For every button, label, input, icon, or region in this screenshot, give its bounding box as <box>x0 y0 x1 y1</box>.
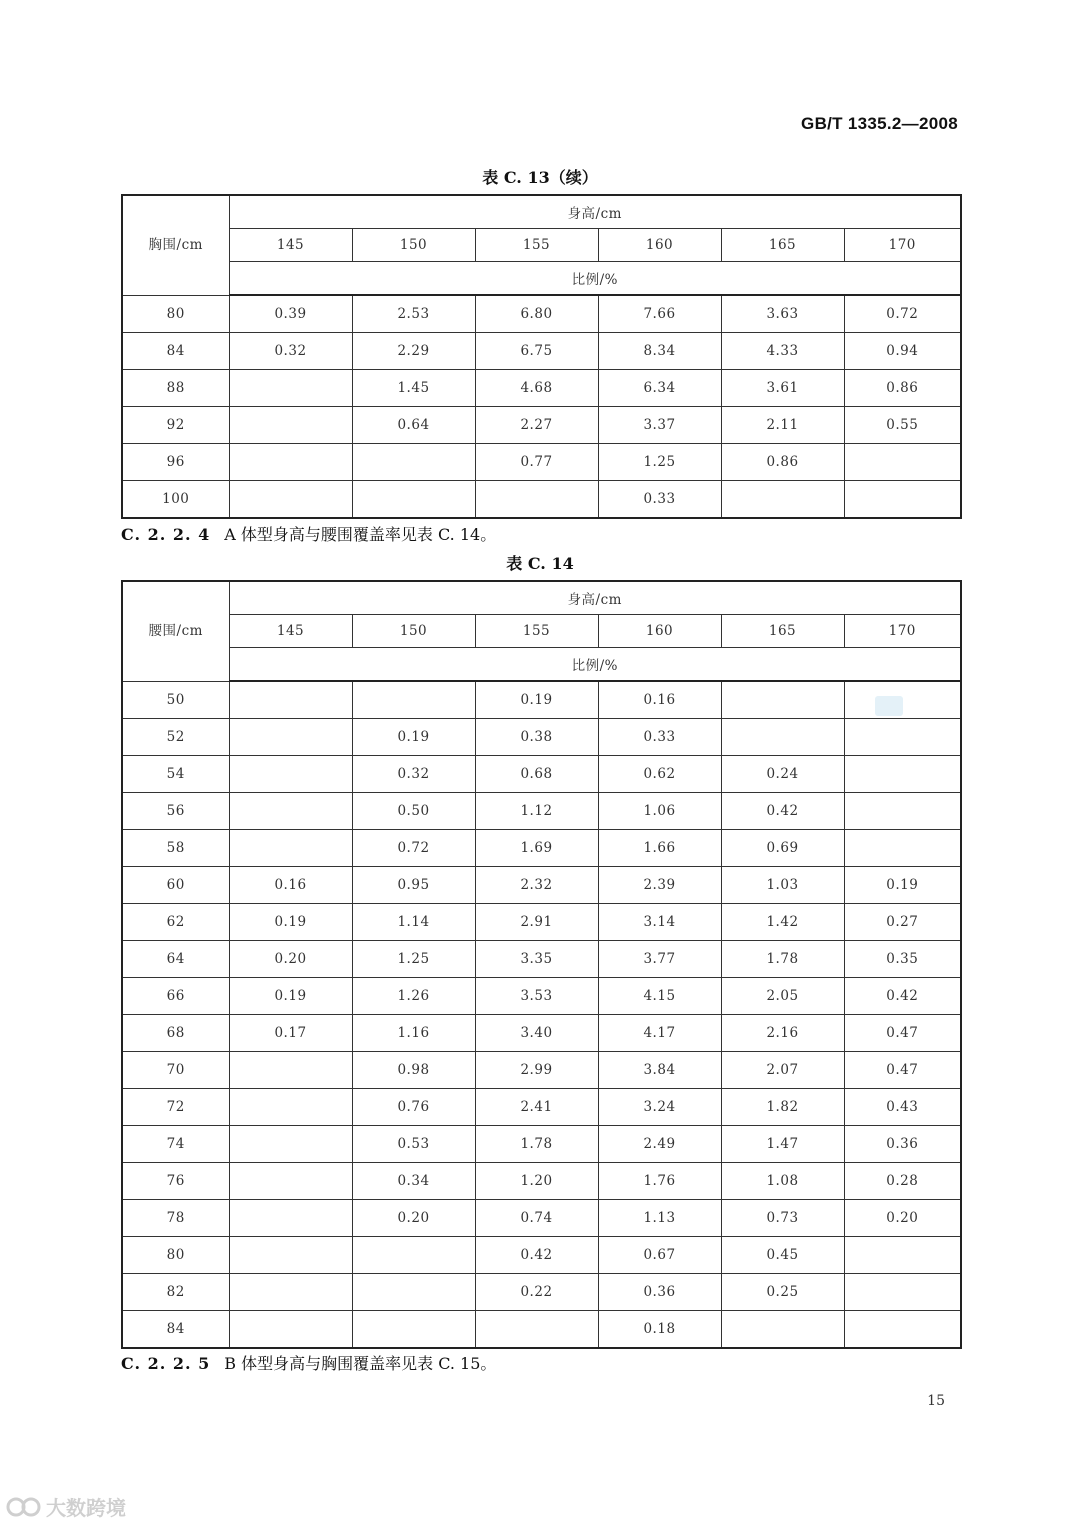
table-cell <box>844 1311 961 1349</box>
row-header: 80 <box>122 295 229 333</box>
column-header: 160 <box>598 615 721 648</box>
table-cell <box>721 481 844 519</box>
column-header: 165 <box>721 229 844 262</box>
table-cell: 2.27 <box>475 407 598 444</box>
column-header: 160 <box>598 229 721 262</box>
table-cell: 0.94 <box>844 333 961 370</box>
column-header: 150 <box>352 615 475 648</box>
table-cell <box>721 681 844 719</box>
row-header: 80 <box>122 1237 229 1274</box>
table-cell: 1.78 <box>475 1126 598 1163</box>
table-cell: 0.33 <box>598 481 721 519</box>
row-header: 70 <box>122 1052 229 1089</box>
table-cell: 0.42 <box>721 793 844 830</box>
row-header: 84 <box>122 1311 229 1349</box>
table-row <box>122 830 961 867</box>
table-cell: 0.47 <box>844 1052 961 1089</box>
standard-number: GB/T 1335.2—2008 <box>801 114 958 133</box>
table-cell: 1.03 <box>721 867 844 904</box>
table-cell: 0.42 <box>475 1237 598 1274</box>
row-header: 50 <box>122 681 229 719</box>
table-cell: 6.34 <box>598 370 721 407</box>
table-cell: 1.12 <box>475 793 598 830</box>
table-cell: 0.20 <box>844 1200 961 1237</box>
table-cell: 1.42 <box>721 904 844 941</box>
table-cell <box>352 681 475 719</box>
table-cell: 0.72 <box>352 830 475 867</box>
table-cell: 1.78 <box>721 941 844 978</box>
table-cell: 1.45 <box>352 370 475 407</box>
logo-icon <box>6 1496 42 1518</box>
watermark <box>6 1492 126 1521</box>
table-cell: 0.35 <box>844 941 961 978</box>
table-cell <box>229 1200 352 1237</box>
table-cell <box>844 1237 961 1274</box>
row-header: 64 <box>122 941 229 978</box>
table-cell: 3.37 <box>598 407 721 444</box>
table-cell: 8.34 <box>598 333 721 370</box>
table-cell: 6.80 <box>475 295 598 333</box>
table-cell: 0.45 <box>721 1237 844 1274</box>
table-cell: 0.95 <box>352 867 475 904</box>
table-cell: 0.17 <box>229 1015 352 1052</box>
table-cell: 0.86 <box>721 444 844 481</box>
table-row <box>122 793 961 830</box>
table-cell: 1.14 <box>352 904 475 941</box>
row-header: 76 <box>122 1163 229 1200</box>
table-cell <box>844 481 961 519</box>
table-cell: 0.22 <box>475 1274 598 1311</box>
table-cell: 0.19 <box>229 904 352 941</box>
table-cell: 1.26 <box>352 978 475 1015</box>
table-cell <box>229 1274 352 1311</box>
table-cell: 2.11 <box>721 407 844 444</box>
unit-header: 比例/% <box>229 262 961 296</box>
table-cell <box>844 793 961 830</box>
table-cell: 0.98 <box>352 1052 475 1089</box>
row-header: 62 <box>122 904 229 941</box>
table-cell: 0.33 <box>598 719 721 756</box>
table-cell: 0.39 <box>229 295 352 333</box>
table-cell <box>229 1089 352 1126</box>
table-c14 <box>121 580 962 1349</box>
table-cell <box>229 1052 352 1089</box>
table-cell <box>844 756 961 793</box>
table-cell: 2.32 <box>475 867 598 904</box>
table-cell: 1.69 <box>475 830 598 867</box>
table-cell: 3.40 <box>475 1015 598 1052</box>
table-cell: 2.99 <box>475 1052 598 1089</box>
table-cell: 0.25 <box>721 1274 844 1311</box>
row-header: 84 <box>122 333 229 370</box>
table-row <box>122 681 961 719</box>
row-header: 54 <box>122 756 229 793</box>
column-header: 165 <box>721 615 844 648</box>
table-cell: 0.19 <box>475 681 598 719</box>
table-cell: 2.41 <box>475 1089 598 1126</box>
table-cell: 0.86 <box>844 370 961 407</box>
stub-header: 腰围/cm <box>122 581 229 681</box>
table-cell: 0.62 <box>598 756 721 793</box>
column-header: 145 <box>229 615 352 648</box>
table-cell: 0.36 <box>598 1274 721 1311</box>
clause-text: B 体型身高与胸围覆盖率见表 C. 15。 <box>224 1354 497 1373</box>
table-cell <box>229 481 352 519</box>
table-cell <box>229 1237 352 1274</box>
table-cell: 1.20 <box>475 1163 598 1200</box>
table-cell <box>721 719 844 756</box>
row-header: 58 <box>122 830 229 867</box>
table-cell <box>229 719 352 756</box>
table-cell: 1.82 <box>721 1089 844 1126</box>
table-cell: 0.16 <box>229 867 352 904</box>
table-cell <box>844 830 961 867</box>
table-row <box>122 1126 961 1163</box>
clause-number: C. 2. 2. 4 <box>121 525 211 544</box>
table-cell <box>352 1311 475 1349</box>
table-cell: 0.36 <box>844 1126 961 1163</box>
table-cell: 0.77 <box>475 444 598 481</box>
table-row <box>122 1200 961 1237</box>
table-cell: 4.33 <box>721 333 844 370</box>
table-row <box>122 1163 961 1200</box>
table-cell: 0.20 <box>352 1200 475 1237</box>
table-c14-title: 表 C. 14 <box>506 554 574 573</box>
table-cell: 0.24 <box>721 756 844 793</box>
table-cell: 0.69 <box>721 830 844 867</box>
row-header: 74 <box>122 1126 229 1163</box>
table-row <box>122 1089 961 1126</box>
table-cell: 1.08 <box>721 1163 844 1200</box>
table-cell: 0.73 <box>721 1200 844 1237</box>
table-cell <box>229 793 352 830</box>
table-cell: 1.06 <box>598 793 721 830</box>
table-cell: 0.47 <box>844 1015 961 1052</box>
table-cell: 0.68 <box>475 756 598 793</box>
table-cell: 1.16 <box>352 1015 475 1052</box>
clause-number: C. 2. 2. 5 <box>121 1354 211 1373</box>
table-cell: 4.15 <box>598 978 721 1015</box>
clause-text: A 体型身高与腰围覆盖率见表 C. 14。 <box>224 525 497 544</box>
table-cell: 0.50 <box>352 793 475 830</box>
table-cell: 0.20 <box>229 941 352 978</box>
table-cell: 1.47 <box>721 1126 844 1163</box>
table-cell <box>475 481 598 519</box>
table-c13-title: 表 C. 13（续） <box>482 168 598 187</box>
table-cell: 4.17 <box>598 1015 721 1052</box>
row-header: 60 <box>122 867 229 904</box>
stub-header: 胸围/cm <box>122 195 229 295</box>
table-row <box>122 295 961 333</box>
table-row <box>122 867 961 904</box>
table-cell: 3.14 <box>598 904 721 941</box>
table-cell: 2.49 <box>598 1126 721 1163</box>
table-cell: 0.55 <box>844 407 961 444</box>
table-row <box>122 719 961 756</box>
page-number: 15 <box>927 1393 945 1409</box>
table-cell <box>229 756 352 793</box>
table-row <box>122 941 961 978</box>
table-cell: 0.76 <box>352 1089 475 1126</box>
table-row <box>122 1311 961 1349</box>
table-cell <box>229 370 352 407</box>
table-cell: 1.25 <box>598 444 721 481</box>
row-header: 92 <box>122 407 229 444</box>
table-row <box>122 333 961 370</box>
table-cell: 4.68 <box>475 370 598 407</box>
table-cell: 0.53 <box>352 1126 475 1163</box>
table-cell <box>229 1126 352 1163</box>
stamp-mark <box>875 696 903 716</box>
column-header: 170 <box>844 615 961 648</box>
table-cell: 0.28 <box>844 1163 961 1200</box>
table-cell: 0.72 <box>844 295 961 333</box>
table-cell: 3.77 <box>598 941 721 978</box>
group-header: 身高/cm <box>229 195 961 229</box>
watermark-text: 大数跨境 <box>46 1496 126 1520</box>
table-row <box>122 1274 961 1311</box>
table-cell <box>721 1311 844 1349</box>
row-header: 68 <box>122 1015 229 1052</box>
row-header: 52 <box>122 719 229 756</box>
table-cell <box>352 444 475 481</box>
table-row <box>122 904 961 941</box>
table-row <box>122 407 961 444</box>
table-cell: 1.76 <box>598 1163 721 1200</box>
table-cell: 0.16 <box>598 681 721 719</box>
table-cell <box>229 830 352 867</box>
row-header: 78 <box>122 1200 229 1237</box>
table-cell: 0.27 <box>844 904 961 941</box>
table-cell: 3.53 <box>475 978 598 1015</box>
row-header: 66 <box>122 978 229 1015</box>
table-row <box>122 1015 961 1052</box>
table-cell: 2.29 <box>352 333 475 370</box>
table-cell: 0.34 <box>352 1163 475 1200</box>
table-cell: 1.66 <box>598 830 721 867</box>
table-cell: 0.19 <box>352 719 475 756</box>
table-row <box>122 1237 961 1274</box>
table-cell: 0.18 <box>598 1311 721 1349</box>
table-cell: 7.66 <box>598 295 721 333</box>
table-cell: 3.24 <box>598 1089 721 1126</box>
table-cell <box>475 1311 598 1349</box>
table-cell: 2.05 <box>721 978 844 1015</box>
table-cell: 0.42 <box>844 978 961 1015</box>
row-header: 100 <box>122 481 229 519</box>
table-cell: 3.61 <box>721 370 844 407</box>
table-cell <box>352 481 475 519</box>
table-row <box>122 1052 961 1089</box>
row-header: 82 <box>122 1274 229 1311</box>
column-header: 145 <box>229 229 352 262</box>
table-cell: 3.84 <box>598 1052 721 1089</box>
row-header: 56 <box>122 793 229 830</box>
table-row <box>122 978 961 1015</box>
column-header: 155 <box>475 615 598 648</box>
table-cell: 2.53 <box>352 295 475 333</box>
row-header: 72 <box>122 1089 229 1126</box>
table-row <box>122 756 961 793</box>
table-cell: 0.19 <box>844 867 961 904</box>
table-cell <box>229 1311 352 1349</box>
table-cell: 6.75 <box>475 333 598 370</box>
table-cell: 0.67 <box>598 1237 721 1274</box>
table-cell: 0.43 <box>844 1089 961 1126</box>
table-cell <box>229 407 352 444</box>
table-cell: 1.13 <box>598 1200 721 1237</box>
table-row <box>122 481 961 519</box>
table-cell: 2.16 <box>721 1015 844 1052</box>
table-cell: 2.07 <box>721 1052 844 1089</box>
table-row <box>122 444 961 481</box>
unit-header: 比例/% <box>229 648 961 682</box>
column-header: 155 <box>475 229 598 262</box>
table-cell: 3.63 <box>721 295 844 333</box>
table-cell <box>229 1163 352 1200</box>
row-header: 88 <box>122 370 229 407</box>
row-header: 96 <box>122 444 229 481</box>
table-cell: 0.64 <box>352 407 475 444</box>
table-cell <box>229 444 352 481</box>
table-cell <box>844 719 961 756</box>
table-cell <box>229 681 352 719</box>
table-cell: 0.19 <box>229 978 352 1015</box>
column-header: 170 <box>844 229 961 262</box>
table-cell: 2.39 <box>598 867 721 904</box>
clause-c225 <box>121 1351 496 1374</box>
clause-c224 <box>121 522 496 545</box>
table-cell <box>352 1237 475 1274</box>
table-cell <box>352 1274 475 1311</box>
table-c13 <box>121 194 962 519</box>
table-cell: 3.35 <box>475 941 598 978</box>
table-cell: 0.38 <box>475 719 598 756</box>
table-row <box>122 370 961 407</box>
group-header: 身高/cm <box>229 581 961 615</box>
table-cell: 0.74 <box>475 1200 598 1237</box>
column-header: 150 <box>352 229 475 262</box>
table-cell: 0.32 <box>229 333 352 370</box>
table-cell: 0.32 <box>352 756 475 793</box>
table-cell <box>844 1274 961 1311</box>
table-cell: 1.25 <box>352 941 475 978</box>
table-cell: 2.91 <box>475 904 598 941</box>
table-cell <box>844 444 961 481</box>
